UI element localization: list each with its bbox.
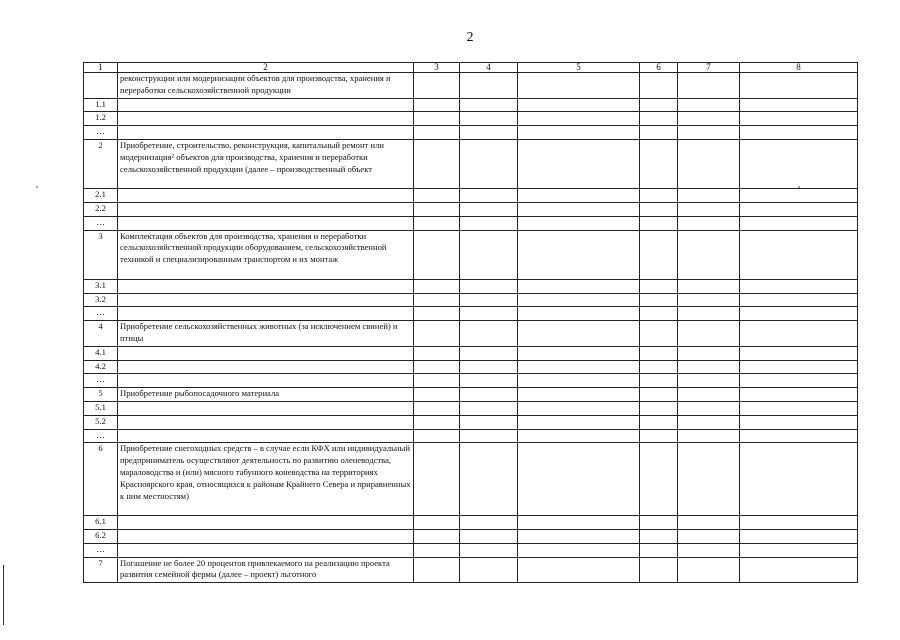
row-number-cell: 2.2 xyxy=(84,202,118,216)
empty-value-cell xyxy=(678,112,740,126)
table-row xyxy=(84,557,858,583)
empty-value-cell xyxy=(518,279,640,293)
empty-value-cell xyxy=(518,374,640,388)
table-row xyxy=(84,346,858,360)
row-description-cell xyxy=(118,126,414,140)
empty-value-cell xyxy=(460,360,518,374)
row-number-cell: 5 xyxy=(84,388,118,402)
empty-value-cell xyxy=(640,202,678,216)
empty-value-cell xyxy=(518,516,640,530)
empty-value-cell xyxy=(640,346,678,360)
empty-value-cell xyxy=(460,557,518,583)
row-number-cell xyxy=(84,73,118,99)
row-number-cell: 2 xyxy=(84,139,118,188)
row-description-cell xyxy=(118,307,414,321)
table-row xyxy=(84,388,858,402)
empty-value-cell xyxy=(414,401,460,415)
empty-value-cell xyxy=(640,216,678,230)
empty-value-cell xyxy=(640,516,678,530)
empty-value-cell xyxy=(518,415,640,429)
empty-value-cell xyxy=(460,73,518,99)
empty-value-cell xyxy=(414,189,460,203)
empty-value-cell xyxy=(460,293,518,307)
empty-value-cell xyxy=(640,360,678,374)
empty-value-cell xyxy=(640,529,678,543)
empty-value-cell xyxy=(460,516,518,530)
row-number-cell: … xyxy=(84,543,118,557)
empty-value-cell xyxy=(740,321,858,347)
empty-value-cell xyxy=(460,401,518,415)
empty-value-cell xyxy=(640,293,678,307)
table-row xyxy=(84,415,858,429)
table-row xyxy=(84,374,858,388)
empty-value-cell xyxy=(678,415,740,429)
row-number-cell: 3.1 xyxy=(84,279,118,293)
empty-value-cell xyxy=(740,429,858,443)
empty-value-cell xyxy=(740,139,858,188)
column-header: 5 xyxy=(518,63,640,73)
table-row xyxy=(84,139,858,188)
column-header: 4 xyxy=(460,63,518,73)
header-row xyxy=(84,63,858,73)
empty-value-cell xyxy=(414,557,460,583)
empty-value-cell xyxy=(678,189,740,203)
row-description-cell xyxy=(118,360,414,374)
empty-value-cell xyxy=(640,126,678,140)
empty-value-cell xyxy=(640,374,678,388)
empty-value-cell xyxy=(678,279,740,293)
row-description-cell: Комплектация объектов для производства, хранения и переработки сельскохозяйственной продукции оборудованием, сельскохозяйственной техникой и специализированным транспортом и их монтаж xyxy=(118,230,414,279)
row-description-cell xyxy=(118,98,414,112)
empty-value-cell xyxy=(740,529,858,543)
empty-value-cell xyxy=(640,189,678,203)
empty-value-cell xyxy=(460,346,518,360)
empty-value-cell xyxy=(518,112,640,126)
empty-value-cell xyxy=(460,321,518,347)
empty-value-cell xyxy=(678,293,740,307)
row-description-cell xyxy=(118,279,414,293)
row-number-cell: 4.2 xyxy=(84,360,118,374)
empty-value-cell xyxy=(640,139,678,188)
table-row xyxy=(84,543,858,557)
empty-value-cell xyxy=(414,374,460,388)
row-number-cell: 3.2 xyxy=(84,293,118,307)
empty-value-cell xyxy=(740,98,858,112)
table-row xyxy=(84,112,858,126)
empty-value-cell xyxy=(740,216,858,230)
row-number-cell: 1.1 xyxy=(84,98,118,112)
empty-value-cell xyxy=(740,374,858,388)
empty-value-cell xyxy=(678,401,740,415)
empty-value-cell xyxy=(640,388,678,402)
empty-value-cell xyxy=(640,73,678,99)
empty-value-cell xyxy=(414,321,460,347)
empty-value-cell xyxy=(678,321,740,347)
empty-value-cell xyxy=(460,279,518,293)
empty-value-cell xyxy=(740,557,858,583)
report-table xyxy=(83,62,858,583)
scan-edge-line xyxy=(3,565,4,625)
row-description-cell xyxy=(118,415,414,429)
column-header: 2 xyxy=(118,63,414,73)
row-number-cell: … xyxy=(84,216,118,230)
empty-value-cell xyxy=(640,401,678,415)
scan-speck xyxy=(798,186,800,188)
empty-value-cell xyxy=(640,279,678,293)
row-description-cell xyxy=(118,112,414,126)
column-header: 8 xyxy=(740,63,858,73)
empty-value-cell xyxy=(678,98,740,112)
empty-value-cell xyxy=(678,360,740,374)
empty-value-cell xyxy=(518,216,640,230)
empty-value-cell xyxy=(460,98,518,112)
table-row xyxy=(84,279,858,293)
empty-value-cell xyxy=(414,307,460,321)
table-row xyxy=(84,401,858,415)
empty-value-cell xyxy=(518,98,640,112)
empty-value-cell xyxy=(518,360,640,374)
empty-value-cell xyxy=(414,360,460,374)
row-description-cell xyxy=(118,543,414,557)
empty-value-cell xyxy=(740,415,858,429)
empty-value-cell xyxy=(414,293,460,307)
empty-value-cell xyxy=(518,388,640,402)
empty-value-cell xyxy=(518,189,640,203)
table-row xyxy=(84,516,858,530)
empty-value-cell xyxy=(414,415,460,429)
empty-value-cell xyxy=(414,216,460,230)
empty-value-cell xyxy=(740,279,858,293)
table-row xyxy=(84,529,858,543)
row-number-cell: 3 xyxy=(84,230,118,279)
row-number-cell: … xyxy=(84,374,118,388)
empty-value-cell xyxy=(518,543,640,557)
row-description-cell xyxy=(118,346,414,360)
empty-value-cell xyxy=(678,543,740,557)
empty-value-cell xyxy=(740,443,858,516)
empty-value-cell xyxy=(640,98,678,112)
empty-value-cell xyxy=(740,230,858,279)
empty-value-cell xyxy=(460,202,518,216)
row-number-cell: … xyxy=(84,126,118,140)
empty-value-cell xyxy=(640,429,678,443)
empty-value-cell xyxy=(518,401,640,415)
empty-value-cell xyxy=(740,293,858,307)
empty-value-cell xyxy=(460,374,518,388)
table-row xyxy=(84,189,858,203)
row-description-cell xyxy=(118,216,414,230)
empty-value-cell xyxy=(678,126,740,140)
empty-value-cell xyxy=(460,529,518,543)
table-row xyxy=(84,98,858,112)
empty-value-cell xyxy=(678,429,740,443)
table-row xyxy=(84,126,858,140)
row-description-cell: Приобретение снегоходных средств – в случае если КФХ или индивидуальный предприниматель осуществляют деятельность по развитию оленеводства, мараловодства и (или) мясного табунного коневодства на территориях Красноярского края, относящихся к районам Крайнего Севера и приравненных к ним местностям) xyxy=(118,443,414,516)
empty-value-cell xyxy=(640,321,678,347)
row-description-cell: Погашение не более 20 процентов привлекаемого на реализацию проекта развития семейной фермы (далее – проект) льготного xyxy=(118,557,414,583)
column-header: 6 xyxy=(640,63,678,73)
table-row xyxy=(84,230,858,279)
table-row xyxy=(84,202,858,216)
table-row xyxy=(84,293,858,307)
empty-value-cell xyxy=(460,216,518,230)
empty-value-cell xyxy=(414,112,460,126)
empty-value-cell xyxy=(414,202,460,216)
empty-value-cell xyxy=(460,307,518,321)
row-number-cell: 4.1 xyxy=(84,346,118,360)
empty-value-cell xyxy=(640,543,678,557)
empty-value-cell xyxy=(518,557,640,583)
empty-value-cell xyxy=(414,279,460,293)
empty-value-cell xyxy=(414,516,460,530)
empty-value-cell xyxy=(740,126,858,140)
empty-value-cell xyxy=(518,529,640,543)
empty-value-cell xyxy=(678,346,740,360)
empty-value-cell xyxy=(414,98,460,112)
empty-value-cell xyxy=(518,202,640,216)
empty-value-cell xyxy=(678,374,740,388)
empty-value-cell xyxy=(740,112,858,126)
column-header: 3 xyxy=(414,63,460,73)
table-row xyxy=(84,360,858,374)
empty-value-cell xyxy=(518,230,640,279)
empty-value-cell xyxy=(414,543,460,557)
row-number-cell: 5.1 xyxy=(84,401,118,415)
table-row xyxy=(84,321,858,347)
row-description-cell: Приобретение рыбопосадочного материала xyxy=(118,388,414,402)
empty-value-cell xyxy=(460,189,518,203)
table-row xyxy=(84,73,858,99)
row-description-cell: Приобретение сельскохозяйственных животных (за исключением свиней) и птицы xyxy=(118,321,414,347)
empty-value-cell xyxy=(414,73,460,99)
empty-value-cell xyxy=(740,401,858,415)
empty-value-cell xyxy=(518,321,640,347)
empty-value-cell xyxy=(414,388,460,402)
empty-value-cell xyxy=(518,126,640,140)
empty-value-cell xyxy=(678,529,740,543)
row-description-cell: Приобретение, строительство, реконструкция, капитальный ремонт или модернизация² объектов для производства, хранения и переработки сельскохозяйственной продукции (далее – производственный объект xyxy=(118,139,414,188)
row-description-cell xyxy=(118,516,414,530)
empty-value-cell xyxy=(460,429,518,443)
row-number-cell: 6.1 xyxy=(84,516,118,530)
row-description-cell xyxy=(118,401,414,415)
empty-value-cell xyxy=(740,543,858,557)
row-number-cell: 6.2 xyxy=(84,529,118,543)
empty-value-cell xyxy=(414,126,460,140)
row-number-cell: … xyxy=(84,429,118,443)
scan-speck xyxy=(36,186,38,188)
empty-value-cell xyxy=(640,557,678,583)
empty-value-cell xyxy=(740,202,858,216)
empty-value-cell xyxy=(740,73,858,99)
empty-value-cell xyxy=(518,307,640,321)
row-description-cell xyxy=(118,293,414,307)
empty-value-cell xyxy=(678,202,740,216)
row-number-cell: … xyxy=(84,307,118,321)
empty-value-cell xyxy=(678,307,740,321)
row-number-cell: 2.1 xyxy=(84,189,118,203)
empty-value-cell xyxy=(518,443,640,516)
empty-value-cell xyxy=(460,388,518,402)
row-number-cell: 4 xyxy=(84,321,118,347)
table-row xyxy=(84,429,858,443)
column-header: 1 xyxy=(84,63,118,73)
table-row xyxy=(84,443,858,516)
row-number-cell: 7 xyxy=(84,557,118,583)
empty-value-cell xyxy=(460,139,518,188)
empty-value-cell xyxy=(678,388,740,402)
empty-value-cell xyxy=(414,443,460,516)
empty-value-cell xyxy=(740,388,858,402)
row-number-cell: 5.2 xyxy=(84,415,118,429)
empty-value-cell xyxy=(460,443,518,516)
empty-value-cell xyxy=(640,112,678,126)
empty-value-cell xyxy=(460,543,518,557)
empty-value-cell xyxy=(678,216,740,230)
empty-value-cell xyxy=(740,189,858,203)
row-description-cell xyxy=(118,374,414,388)
empty-value-cell xyxy=(460,112,518,126)
empty-value-cell xyxy=(740,307,858,321)
empty-value-cell xyxy=(640,443,678,516)
empty-value-cell xyxy=(518,346,640,360)
row-description-cell xyxy=(118,529,414,543)
empty-value-cell xyxy=(460,126,518,140)
empty-value-cell xyxy=(414,230,460,279)
empty-value-cell xyxy=(460,230,518,279)
empty-value-cell xyxy=(740,346,858,360)
empty-value-cell xyxy=(640,415,678,429)
row-description-cell xyxy=(118,189,414,203)
empty-value-cell xyxy=(678,443,740,516)
row-description-cell: реконструкции или модернизации объектов для производства, хранения и переработки сельскохозяйственной продукции xyxy=(118,73,414,99)
empty-value-cell xyxy=(414,529,460,543)
empty-value-cell xyxy=(678,557,740,583)
empty-value-cell xyxy=(518,73,640,99)
table-row xyxy=(84,216,858,230)
empty-value-cell xyxy=(678,516,740,530)
empty-value-cell xyxy=(518,293,640,307)
column-header: 7 xyxy=(678,63,740,73)
empty-value-cell xyxy=(740,360,858,374)
row-description-cell xyxy=(118,202,414,216)
empty-value-cell xyxy=(518,139,640,188)
page-number: 2 xyxy=(466,30,474,45)
empty-value-cell xyxy=(678,73,740,99)
empty-value-cell xyxy=(460,415,518,429)
empty-value-cell xyxy=(678,230,740,279)
row-number-cell: 1.2 xyxy=(84,112,118,126)
empty-value-cell xyxy=(414,429,460,443)
empty-value-cell xyxy=(640,307,678,321)
row-description-cell xyxy=(118,429,414,443)
empty-value-cell xyxy=(640,230,678,279)
table-row xyxy=(84,307,858,321)
row-number-cell: 6 xyxy=(84,443,118,516)
empty-value-cell xyxy=(518,429,640,443)
empty-value-cell xyxy=(740,516,858,530)
empty-value-cell xyxy=(414,346,460,360)
empty-value-cell xyxy=(678,139,740,188)
empty-value-cell xyxy=(414,139,460,188)
